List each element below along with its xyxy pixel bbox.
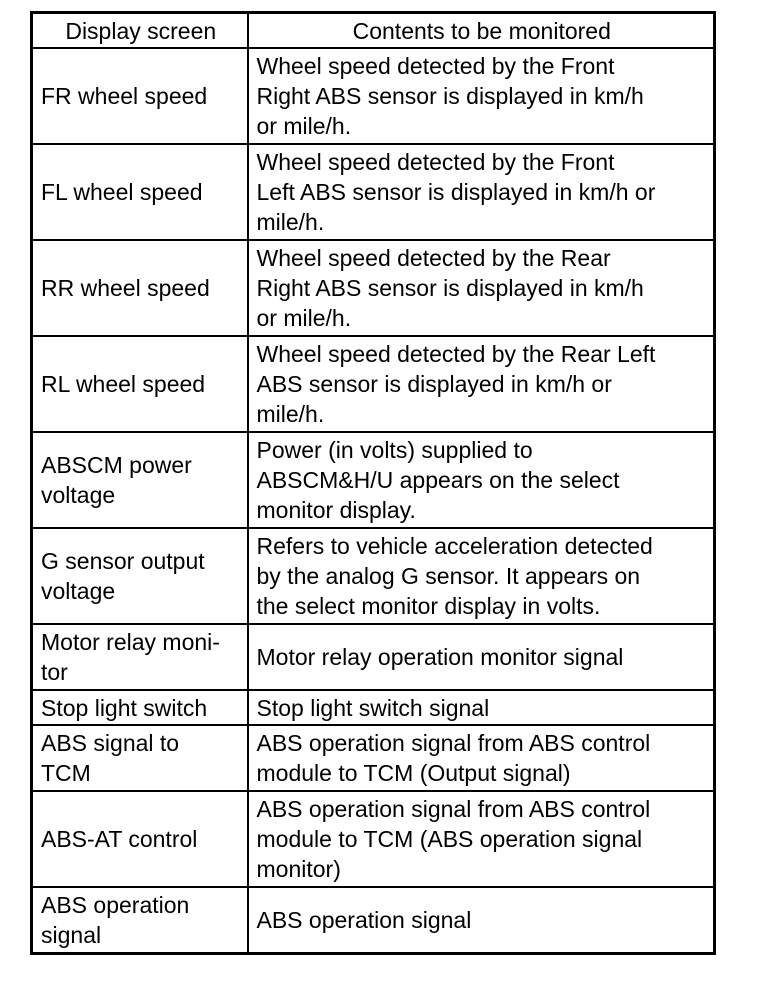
- display-screen-text: Stop light switch: [41, 694, 208, 721]
- contents-text: Refers to vehicle acceleration detected: [256, 533, 653, 559]
- display-screen-text: RL wheel speed: [41, 371, 206, 397]
- header-row: [32, 13, 715, 49]
- contents-cell: [248, 791, 715, 887]
- display-screen-cell: [32, 144, 248, 240]
- contents-text: module to TCM (ABS operation signal: [256, 826, 643, 852]
- display-screen-cell: [32, 725, 248, 791]
- contents-text: ABS sensor is displayed in km/h or: [256, 371, 612, 397]
- header-display-screen: Display screen: [32, 13, 248, 49]
- table-row: [32, 240, 715, 336]
- display-screen-text: RR wheel speed: [41, 275, 210, 301]
- contents-cell: [248, 240, 715, 336]
- display-screen-text: Motor relay moni-: [41, 629, 220, 655]
- contents-cell: [248, 725, 715, 791]
- contents-cell: [248, 690, 715, 725]
- table-row: [32, 144, 715, 240]
- display-screen-text: ABSCM power: [41, 452, 192, 478]
- contents-cell: [248, 144, 715, 240]
- display-screen-cell: [32, 528, 248, 624]
- contents-text: Wheel speed detected by the Rear Left: [256, 341, 656, 367]
- table-row: [32, 791, 715, 887]
- contents-text: Wheel speed detected by the Front: [256, 53, 615, 79]
- contents-text: Wheel speed detected by the Front: [256, 149, 615, 175]
- contents-text: Stop light switch signal: [256, 694, 490, 721]
- contents-text: Motor relay operation monitor signal: [256, 644, 624, 670]
- contents-text: mile/h.: [256, 401, 325, 427]
- display-screen-text: G sensor output: [41, 548, 205, 574]
- contents-cell: [248, 336, 715, 432]
- table-row: [32, 528, 715, 624]
- contents-text: ABSCM&H/U appears on the select: [256, 467, 620, 493]
- display-screen-cell: [32, 791, 248, 887]
- table-row: [32, 624, 715, 690]
- contents-text: monitor): [256, 856, 341, 882]
- display-screen-text: ABS signal to: [41, 730, 180, 756]
- contents-text: mile/h.: [256, 209, 325, 235]
- display-screen-cell: [32, 240, 248, 336]
- contents-text: Right ABS sensor is displayed in km/h: [256, 275, 644, 301]
- contents-text: ABS operation signal from ABS control: [256, 796, 651, 822]
- contents-text: monitor display.: [256, 497, 416, 523]
- contents-text: module to TCM (Output signal): [256, 760, 571, 786]
- display-screen-text: ABS operation: [41, 892, 190, 918]
- display-screen-text: FL wheel speed: [41, 179, 203, 205]
- contents-text: Power (in volts) supplied to: [256, 437, 533, 463]
- table-row: [32, 48, 715, 144]
- contents-text: Left ABS sensor is displayed in km/h or: [256, 179, 656, 205]
- display-screen-text: voltage: [41, 578, 116, 604]
- display-screen-text: ABS-AT control: [41, 826, 198, 852]
- display-screen-cell: [32, 336, 248, 432]
- contents-cell: [248, 432, 715, 528]
- contents-cell: [248, 624, 715, 690]
- table-row: [32, 336, 715, 432]
- display-screen-cell: [32, 690, 248, 725]
- contents-cell: [248, 887, 715, 954]
- display-screen-cell: [32, 887, 248, 954]
- table-row: [32, 690, 715, 725]
- contents-cell: [248, 48, 715, 144]
- contents-text: Right ABS sensor is displayed in km/h: [256, 83, 644, 109]
- table-row: [32, 887, 715, 954]
- display-screen-text: tor: [41, 659, 68, 685]
- contents-text: Wheel speed detected by the Rear: [256, 245, 611, 271]
- table-row: [32, 432, 715, 528]
- contents-cell: [248, 528, 715, 624]
- contents-text: the select monitor display in volts.: [256, 593, 601, 619]
- display-screen-text: FR wheel speed: [41, 83, 208, 109]
- display-screen-cell: [32, 624, 248, 690]
- display-screen-text: TCM: [41, 760, 91, 786]
- contents-text: or mile/h.: [256, 113, 352, 139]
- monitor-table: [30, 11, 716, 955]
- header-contents-monitored: Contents to be monitored: [248, 13, 715, 49]
- contents-text: by the analog G sensor. It appears on: [256, 563, 641, 589]
- table-row: [32, 725, 715, 791]
- display-screen-text: signal: [41, 922, 102, 948]
- contents-text: or mile/h.: [256, 305, 352, 331]
- contents-text: ABS operation signal: [256, 907, 472, 933]
- contents-text: ABS operation signal from ABS control: [256, 730, 651, 756]
- display-screen-text: voltage: [41, 482, 116, 508]
- display-screen-cell: [32, 432, 248, 528]
- display-screen-cell: [32, 48, 248, 144]
